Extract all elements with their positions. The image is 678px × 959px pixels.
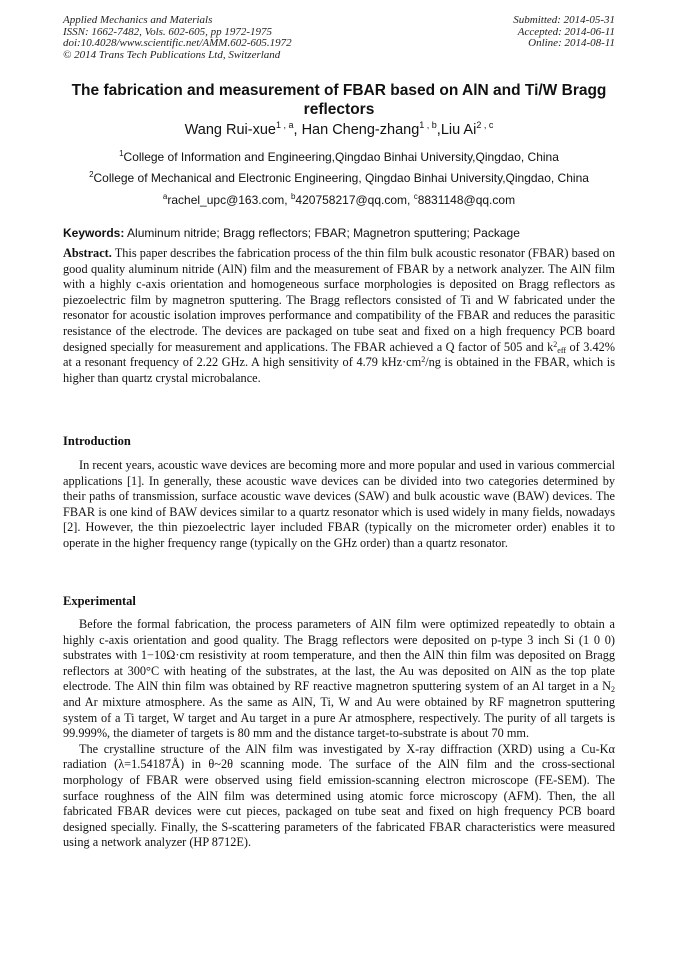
author-list: Wang Rui-xue$^{1 , a}$, Han Cheng-zhang$^{1 , b}$,Liu Ai$^{2 , c}$ bbox=[184, 120, 494, 138]
journal-info bbox=[63, 15, 292, 61]
experimental-paragraph-1: Before the formal fabrication, the process parameters of AlN film were optimized repeatedly to obtain a highly c-axis orientation and good quality. The Bragg reflectors were deposited on p-type 3 inch Si (1 0 0) substrates with 1−10Ω·cm resistivity at room temperature, and then the AlN thin film was deposited on Bragg reflectors at 300°C with heating of the substrates, at the last, the Au was deposited on AlN as the top plate electrode. The AlN thin film was obtained by RF reactive magnetron sputtering system of an Al target in a $N_2$ and Ar mixture atmosphere. As the same as AlN, Ti, W and Au were obtained by RF magnetron sputtering system of a Ti target, W target and Au target in a pure Ar atmosphere, respectively. The purity of all targets is 99.999%, the diameter of targets is 80 mm and the distance target-to-substrate is about 70 mm. bbox=[63, 617, 615, 741]
affiliation-2: $^2$College of Mechanical and Electronic Engineering, Qingdao Binhai University,Qingdao, China bbox=[89, 170, 589, 185]
publication-dates bbox=[513, 15, 615, 50]
author-2-sup: 1 , b bbox=[419, 120, 437, 130]
experimental-text bbox=[63, 617, 615, 851]
author-2: Han Cheng-zhang bbox=[301, 122, 420, 138]
accepted-date: Accepted: 2014-06-11 bbox=[517, 25, 615, 38]
keywords-label: Keywords: bbox=[63, 226, 125, 240]
online-date: Online: 2014-08-11 bbox=[528, 37, 615, 50]
journal-name: Applied Mechanics and Materials bbox=[63, 14, 213, 26]
author-1-sup: 1 , a bbox=[276, 120, 294, 130]
author-1: Wang Rui-xue bbox=[184, 122, 276, 138]
author-3-sup: 2 , c bbox=[476, 120, 494, 130]
abstract-label: Abstract. bbox=[63, 246, 112, 260]
keywords bbox=[63, 226, 615, 240]
email-b: 420758217@qq.com, bbox=[295, 193, 411, 207]
journal-doi: doi:10.4028/www.scientific.net/AMM.602-605.1972 bbox=[63, 37, 292, 50]
title-line-1: The fabrication and measurement of FBAR based on AlN and Ti/W Bragg bbox=[71, 82, 607, 99]
affiliation-1: $^1$College of Information and Engineering,Qingdao Binhai University,Qingdao, China bbox=[119, 149, 559, 164]
title-line-2: reflectors bbox=[303, 101, 375, 118]
introduction-text: In recent years, acoustic wave devices are becoming more and more popular and used in various commercial applications [1]. In generally, these acoustic wave devices can be divided into two categories determined by their paths of transmission, surface acoustic wave devices (SAW) and bulk acoustic wave (BAW) devices. The FBAR is one kind of BAW devices similar to a quartz resonator which is used widely in many fields, nowadays [2]. However, the thin piezoelectric layer included FBAR (typically on the micrometer order) enables it to operate in the higher frequency range (typically on the GHz order) than a quartz resonator. bbox=[63, 458, 615, 550]
experimental-heading: Experimental bbox=[63, 594, 136, 608]
email-c: 8831148@qq.com bbox=[417, 193, 516, 207]
submitted-date: Submitted: 2014-05-31 bbox=[513, 14, 615, 26]
email-a: rachel_upc@163.com, bbox=[167, 193, 288, 207]
experimental-paragraph-2: The crystalline structure of the AlN film was investigated by X-ray diffraction (XRD) using a Cu-Kα radiation (λ=1.54187Å) in θ~2θ scanning mode. The surface of the AlN film and the cross-sectional morphology of FBAR were observed using field emission-scanning electron microscope (FE-SEM). The surface roughness of the AlN film was determined using atomic force microscopy (AFM). Then, the all fabricated FBAR devices were cut pieces, packaged on tube seat and fixed on high frequency PCB board designed specially. Finally, the S-scattering parameters of the fabricated FBAR characteristics were measured using a network analyzer (HP 8712E). bbox=[63, 741, 615, 850]
author-3: Liu Ai bbox=[440, 122, 477, 138]
paper-title bbox=[63, 81, 615, 119]
introduction-heading: Introduction bbox=[63, 434, 131, 448]
abstract: Abstract. This paper describes the fabrication process of the thin film bulk acoustic resonator (FBAR) based on good quality aluminum nitride (AlN) film and the measurement of FBAR by a network analyzer. The AlN film with a highly c-axis orientation and homogeneous surface morphologies is deposited on Bragg reflectors as piezoelectric film by magnetron sputtering. The Bragg reflectors consisted of Ti and W fabricated under the resonator for acoustic isolation improves performance and compatibility of the FBAR and reduces the parasitic resistance of the electrode. The devices are packaged on tube seat and fixed on a high frequency PCB board designed specially for measurement and applications. The FBAR achieved a Q factor of 505 and $k^2_{eff}$ of 3.42% at a resonant frequency of 2.22 GHz. A high sensitivity of 4.79 $kHz\cdot cm^2/ng$ is obtained in the FBAR, which is higher than quartz crystal microbalance. bbox=[63, 246, 615, 385]
author-emails: $^a$rachel_upc@163.com, $^b$420758217@qq.com, $^c$8831148@qq.com bbox=[162, 192, 516, 207]
journal-copyright: © 2014 Trans Tech Publications Ltd, Switzerland bbox=[63, 48, 281, 61]
keywords-text: Aluminum nitride; Bragg reflectors; FBAR; Magnetron sputtering; Package bbox=[127, 226, 520, 240]
journal-issn: ISSN: 1662-7482, Vols. 602-605, pp 1972-1975 bbox=[63, 25, 272, 38]
